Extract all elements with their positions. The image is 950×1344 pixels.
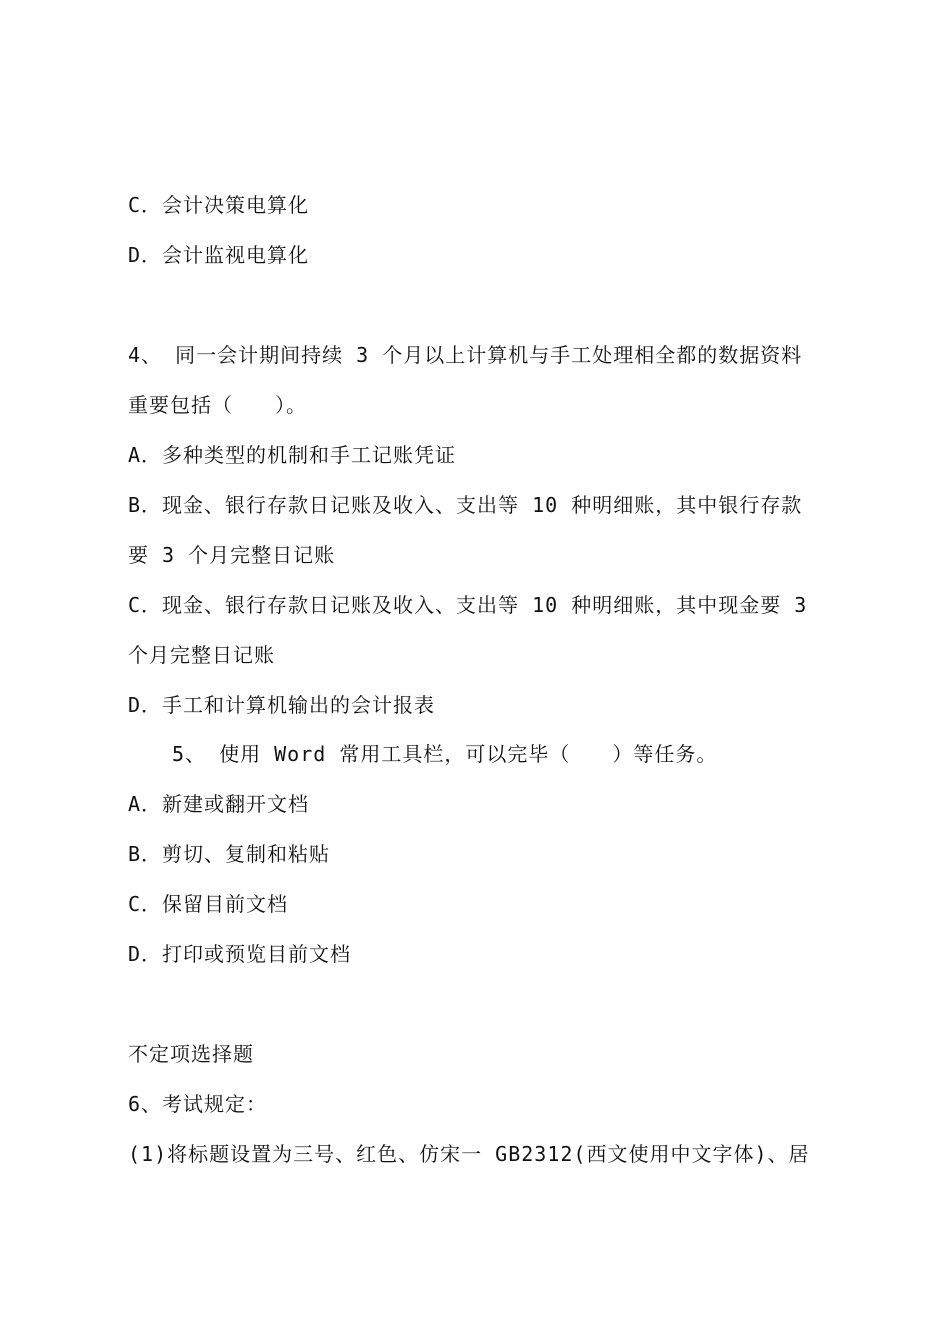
q4-option-d: D．手工和计算机输出的会计报表 bbox=[128, 693, 436, 717]
q4-option-b-line1: B．现金、银行存款日记账及收入、支出等 10 种明细账，其中银行存款 bbox=[128, 493, 803, 517]
q4-option-c-line1: C．现金、银行存款日记账及收入、支出等 10 种明细账，其中现金要 3 bbox=[128, 593, 808, 617]
q5-stem: 5、 使用 Word 常用工具栏，可以完毕（ ）等任务。 bbox=[172, 742, 718, 766]
q5-option-c: C．保留目前文档 bbox=[128, 892, 289, 916]
q4-stem-line1: 4、 同一会计期间持续 3 个月以上计算机与手工处理相全都的数据资料 bbox=[128, 343, 803, 367]
q3-option-d: D．会计监视电算化 bbox=[128, 243, 310, 267]
q4-option-b-line2: 要 3 个月完整日记账 bbox=[128, 543, 336, 567]
q4-option-c-line2: 个月完整日记账 bbox=[128, 643, 275, 667]
section-title: 不定项选择题 bbox=[128, 1042, 254, 1066]
q5-option-b: B．剪切、复制和粘贴 bbox=[128, 842, 331, 866]
q4-stem-line2: 重要包括（ ）。 bbox=[128, 393, 307, 417]
q4-option-a: A．多种类型的机制和手工记账凭证 bbox=[128, 443, 457, 467]
q6-stem: 6、考试规定： bbox=[128, 1092, 268, 1116]
q6-item1: (1)将标题设置为三号、红色、仿宋一 GB2312(西文使用中文字体)、居 bbox=[128, 1142, 810, 1166]
q3-option-c: C．会计决策电算化 bbox=[128, 193, 310, 217]
q5-option-a: A．新建或翻开文档 bbox=[128, 792, 310, 816]
q5-option-d: D．打印或预览目前文档 bbox=[128, 942, 352, 966]
